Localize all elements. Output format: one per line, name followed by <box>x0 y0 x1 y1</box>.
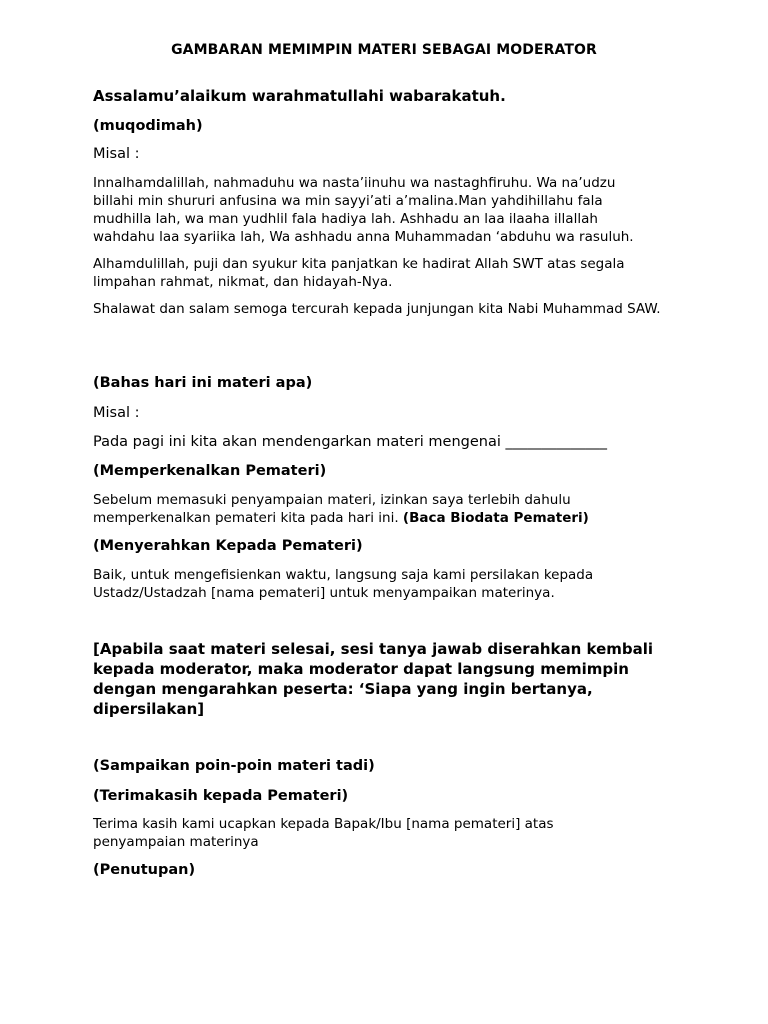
pagi-line: Pada pagi ini kita akan mendengarkan materi mengenai ______________ <box>93 434 607 450</box>
shalawat-paragraph: Shalawat dan salam semoga tercurah kepada junjungan kita Nabi Muhammad SAW. <box>93 301 661 317</box>
kenalkan-paragraph <box>93 491 653 527</box>
misal-label-1: Misal : <box>93 146 140 162</box>
document-title: GAMBARAN MEMIMPIN MATERI SEBAGAI MODERATOR <box>171 42 597 58</box>
bahas-heading: (Bahas hari ini materi apa) <box>93 375 313 391</box>
sampaikan-heading: (Sampaikan poin-poin materi tadi) <box>93 758 375 774</box>
misal-label-2: Misal : <box>93 405 140 421</box>
kenalkan-bold-note: (Baca Biodata Pemateri) <box>402 510 589 526</box>
greeting: Assalamu’alaikum warahmatullahi wabarakatuh. <box>93 87 506 105</box>
kenalkan-heading: (Memperkenalkan Pemateri) <box>93 463 327 479</box>
arabic-opening-paragraph: Innalhamdalillah, nahmaduhu wa nasta’iinuhu wa nastaghfiruhu. Wa na’udzu billahi min shururi anfusina wa min sayyi’ati a’malina.Man yahdihillahu fala mudhilla lah, wa man yudhlil fala hadiya lah. Ashhadu an laa ilaaha illallah wahdahu laa syariika lah, Wa ashhadu anna Muhammadan ‘abduhu wa rasuluh. <box>93 175 634 245</box>
terimakasih-paragraph: Terima kasih kami ucapkan kepada Bapak/Ibu [nama pemateri] atas penyampaian materinya <box>93 816 554 850</box>
muqodimah-heading: (muqodimah) <box>93 118 203 134</box>
penutupan-heading: (Penutupan) <box>93 862 196 878</box>
apabila-paragraph: [Apabila saat materi selesai, sesi tanya jawab diserahkan kembali kepada moderator, maka moderator dapat langsung memimpin dengan mengarahkan peserta: ‘Siapa yang ingin bertanya, dipersilakan] <box>93 640 654 718</box>
alhamdulillah-paragraph: Alhamdulillah, puji dan syukur kita panjatkan ke hadirat Allah SWT atas segala limpahan rahmat, nikmat, dan hidayah-Nya. <box>93 256 625 290</box>
kenalkan-text: Sebelum memasuki penyampaian materi, izinkan saya terlebih dahulu memperkenalkan pemateri kita pada hari ini. <box>93 492 571 526</box>
serahkan-heading: (Menyerahkan Kepada Pemateri) <box>93 538 363 554</box>
serahkan-paragraph: Baik, untuk mengefisienkan waktu, langsung saja kami persilakan kepada Ustadz/Ustadzah [nama pemateri] untuk menyampaikan materinya. <box>93 567 594 601</box>
terimakasih-heading: (Terimakasih kepada Pemateri) <box>93 788 349 804</box>
